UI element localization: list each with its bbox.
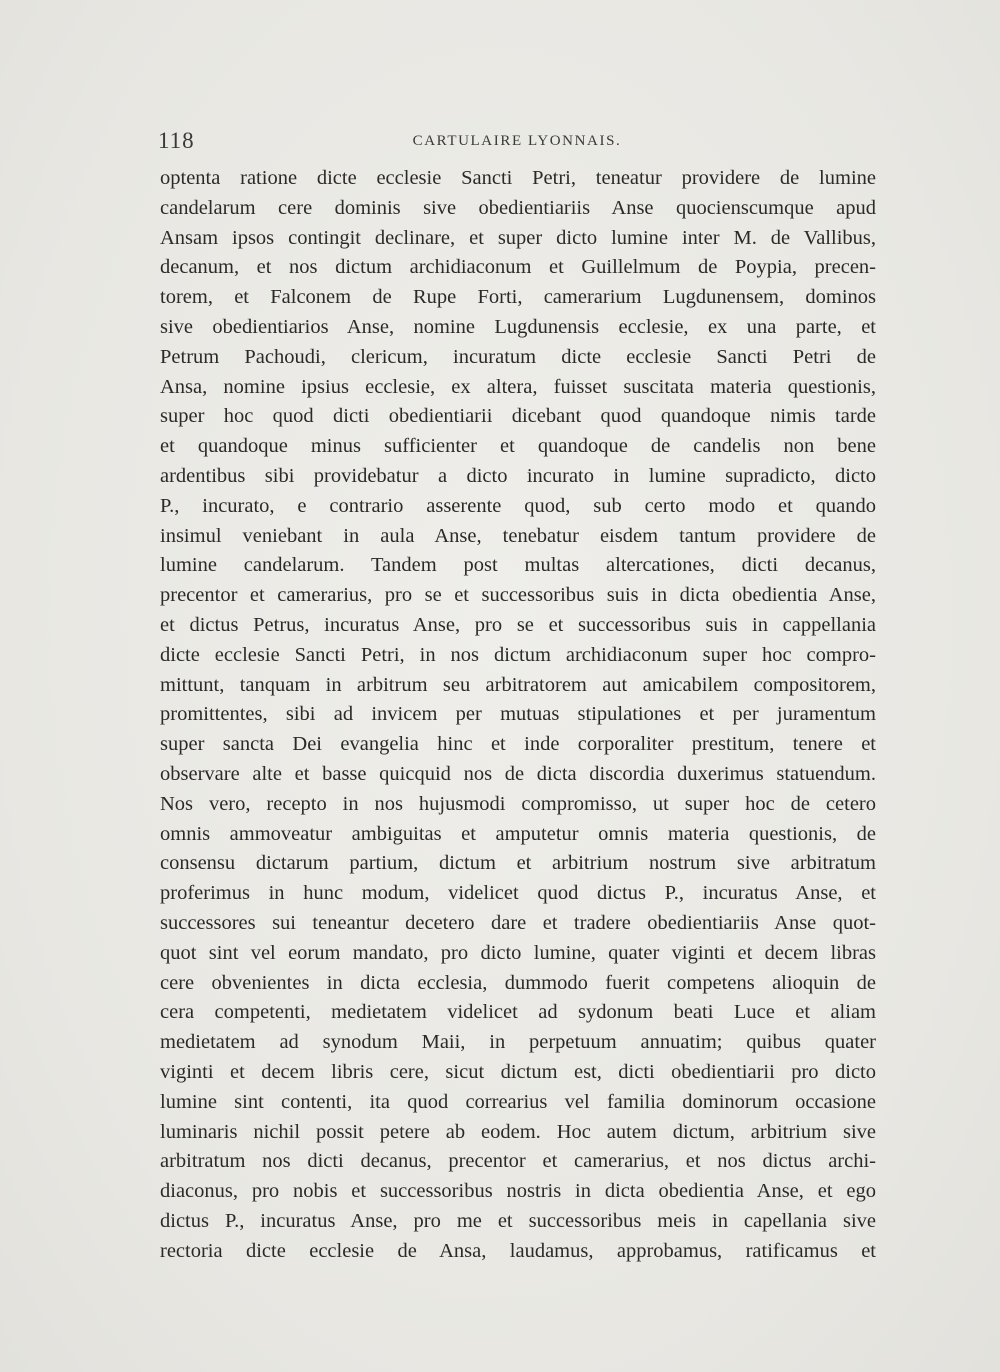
text-line: lumine candelarum. Tandem post multas altercationes, dicti decanus, bbox=[160, 554, 876, 577]
text-line: successores sui teneantur decetero dare et tradere obedientiariis Anse quot- bbox=[160, 911, 876, 934]
text-line: arbitratum nos dicti decanus, precentor et camerarius, et nos dictus archi- bbox=[160, 1150, 876, 1173]
text-line: omnis ammoveatur ambiguitas et amputetur omnis materia questionis, de bbox=[160, 822, 876, 845]
text-line: proferimus in hunc modum, videlicet quod dictus P., incuratus Anse, et bbox=[160, 882, 876, 905]
text-line: Petrum Pachoudi, clericum, incuratum dicte ecclesie Sancti Petri de bbox=[160, 345, 876, 368]
text-line: et dictus Petrus, incuratus Anse, pro se et successoribus suis in cappellania bbox=[160, 613, 876, 636]
running-title: CARTULAIRE LYONNAIS. bbox=[412, 133, 622, 149]
text-line: Ansa, nomine ipsius ecclesie, ex altera, fuisset suscitata materia questionis, bbox=[160, 375, 876, 398]
text-line: super sancta Dei evangelia hinc et inde corporaliter prestitum, tenere et bbox=[160, 733, 876, 756]
text-line: torem, et Falconem de Rupe Forti, camerarium Lugdunensem, dominos bbox=[160, 286, 876, 309]
text-line: lumine sint contenti, ita quod correarius vel familia dominorum occasione bbox=[160, 1090, 876, 1113]
text-line: observare alte et basse quicquid nos de dicta discordia duxerimus statuendum. bbox=[160, 762, 876, 785]
text-line: insimul veniebant in aula Anse, tenebatur eisdem tantum providere de bbox=[160, 524, 876, 547]
text-line: diaconus, pro nobis et successoribus nostris in dicta obedientia Anse, et ego bbox=[160, 1180, 876, 1203]
text-line: optenta ratione dicte ecclesie Sancti Petri, teneatur providere de lumine bbox=[160, 167, 876, 189]
text-line: medietatem ad synodum Maii, in perpetuum annuatim; quibus quater bbox=[160, 1031, 876, 1054]
text-line: promittentes, sibi ad invicem per mutuas stipulationes et per juramentum bbox=[160, 703, 876, 726]
text-line: dicte ecclesie Sancti Petri, in nos dictum archidiaconum super hoc compro- bbox=[160, 643, 876, 666]
text-line: P., incurato, e contrario asserente quod, sub certo modo et quando bbox=[160, 494, 876, 517]
text-line: decanum, et nos dictum archidiaconum et Guillelmum de Poypia, precen- bbox=[160, 256, 876, 279]
text-line: Ansam ipsos contingit declinare, et super dicto lumine inter M. de Vallibus, bbox=[160, 226, 876, 249]
body-text bbox=[160, 164, 876, 1266]
text-line: quot sint vel eorum mandato, pro dicto lumine, quater viginti et decem libras bbox=[160, 941, 876, 964]
text-line: et quandoque minus sufficienter et quandoque de candelis non bene bbox=[160, 435, 876, 458]
text-line: ardentibus sibi providebatur a dicto incurato in lumine supradicto, dicto bbox=[160, 464, 876, 487]
text-line: viginti et decem libris cere, sicut dictum est, dicti obedientiarii pro dicto bbox=[160, 1060, 876, 1083]
page-number: 118 bbox=[158, 128, 195, 153]
text-line: rectoria dicte ecclesie de Ansa, laudamus, approbamus, ratificamus et bbox=[160, 1239, 876, 1262]
text-line: sive obedientiarios Anse, nomine Lugdunensis ecclesie, ex una parte, et bbox=[160, 315, 876, 338]
text-line: luminaris nichil possit petere ab eodem. Hoc autem dictum, arbitrium sive bbox=[160, 1120, 876, 1143]
text-line: consensu dictarum partium, dictum et arbitrium nostrum sive arbitratum bbox=[160, 852, 876, 875]
running-head bbox=[158, 128, 876, 158]
text-line: candelarum cere dominis sive obedientiariis Anse quocienscumque apud bbox=[160, 196, 876, 219]
text-line: super hoc quod dicti obedientiarii dicebant quod quandoque nimis tarde bbox=[160, 405, 876, 428]
text-line: precentor et camerarius, pro se et successoribus suis in dicta obedientia Anse, bbox=[160, 584, 876, 607]
text-line: dictus P., incuratus Anse, pro me et successoribus meis in capellania sive bbox=[160, 1209, 876, 1232]
text-line: cera competenti, medietatem videlicet ad sydonum beati Luce et aliam bbox=[160, 1001, 876, 1024]
text-line: cere obvenientes in dicta ecclesia, dummodo fuerit competens alioquin de bbox=[160, 971, 876, 994]
text-line: Nos vero, recepto in nos hujusmodi compromisso, ut super hoc de cetero bbox=[160, 792, 876, 815]
text-line: mittunt, tanquam in arbitrum seu arbitratorem aut amicabilem compositorem, bbox=[160, 673, 876, 696]
